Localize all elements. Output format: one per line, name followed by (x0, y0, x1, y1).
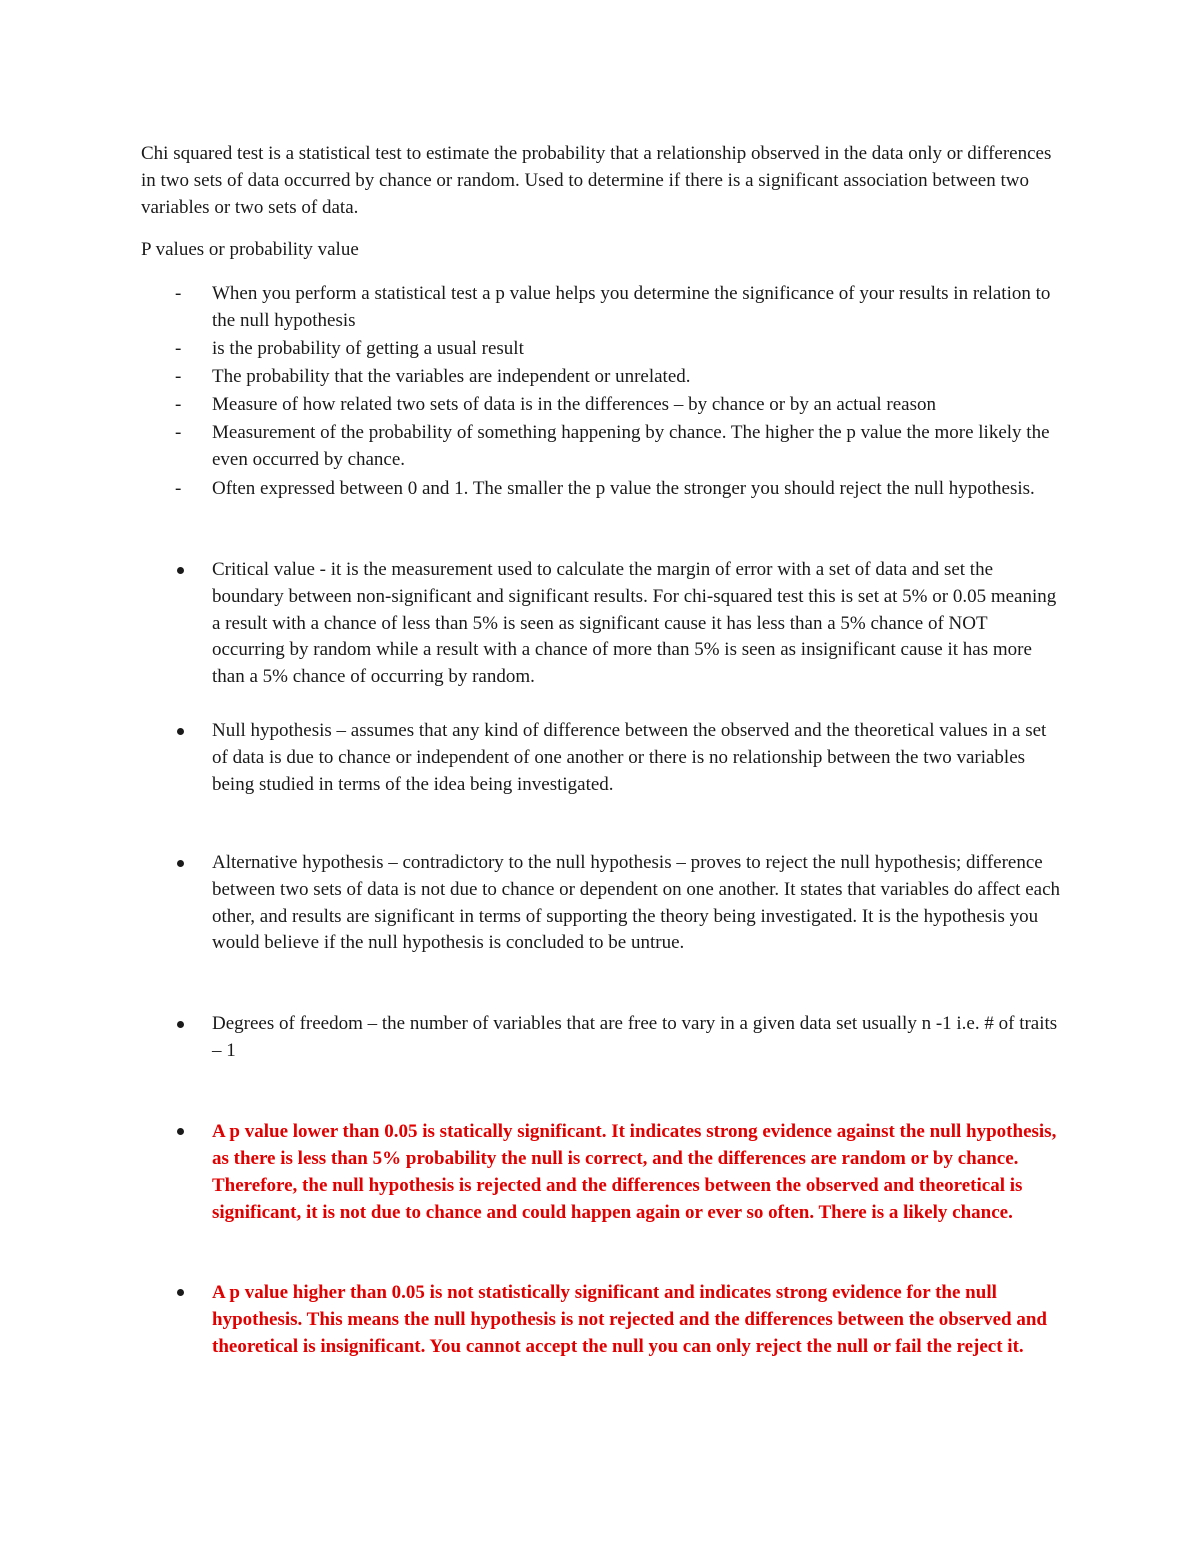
dash-marker: - (175, 338, 182, 359)
bullet-dot (177, 1289, 184, 1296)
dash-marker: - (175, 478, 182, 499)
dash-item: The probability that the variables are independent or unrelated. (212, 366, 691, 387)
p-values-heading: P values or probability value (141, 239, 359, 260)
bullet-item-degrees-of-freedom: Degrees of freedom – the number of variables that are free to vary in a given data set usually n -1 i.e. # of traits – 1 (212, 1013, 1058, 1061)
bullet-dot (177, 567, 184, 574)
dash-item: is the probability of getting a usual result (212, 338, 524, 359)
bullet-item-alternative-hypothesis: Alternative hypothesis – contradictory to the null hypothesis – proves to reject the null hypothesis; difference between two sets of data is not due to chance or dependent on one another. It states that variables do affect each other, and results are significant in terms of supporting the theory being investigated. It is the hypothesis you would believe if the null hypothesis is concluded to be untrue. (212, 852, 1061, 954)
dash-marker: - (175, 422, 182, 443)
dash-item: Often expressed between 0 and 1. The smaller the p value the stronger you should reject the null hypothesis. (212, 478, 1035, 499)
bullet-dot (177, 1021, 184, 1028)
bullet-dot (177, 728, 184, 735)
dash-marker: - (175, 366, 182, 387)
bullet-item-p-lower: A p value lower than 0.05 is statically significant. It indicates strong evidence against the null hypothesis, as there is less than 5% probability the null is correct, and the differences are random or by chance. Therefore, the null hypothesis is rejected and the differences between the observed and theoretical is significant, it is not due to chance and could happen again or ever so often. There is a likely chance. (212, 1121, 1057, 1223)
bullet-item-p-higher: A p value higher than 0.05 is not statistically significant and indicates strong evidence for the null hypothesis. This means the null hypothesis is not rejected and the differences between the observed and theoretical is insignificant. You cannot accept the null you can only reject the null or fail the reject it. (212, 1282, 1047, 1357)
dash-marker: - (175, 394, 182, 415)
bullet-dot (177, 860, 184, 867)
dash-item: When you perform a statistical test a p value helps you determine the significance of your results in relation to the null hypothesis (212, 283, 1051, 331)
bullet-item-null-hypothesis: Null hypothesis – assumes that any kind of difference between the observed and the theoretical values in a set of data is due to chance or independent of one another or there is no relationship between the two variables being studied in terms of the idea being investigated. (212, 720, 1047, 795)
bullet-dot (177, 1128, 184, 1135)
dash-item: Measure of how related two sets of data is in the differences – by chance or by an actual reason (212, 394, 937, 415)
intro-paragraph: Chi squared test is a statistical test to estimate the probability that a relationship observed in the data only or differences in two sets of data occurred by chance or random. Used to determine if there is a significant association between two variables or two sets of data. (141, 143, 1052, 218)
dash-marker: - (175, 283, 182, 304)
dash-item: Measurement of the probability of something happening by chance. The higher the p value the more likely the even occurred by chance. (212, 422, 1050, 470)
bullet-item-critical-value: Critical value - it is the measurement used to calculate the margin of error with a set of data and set the boundary between non-significant and significant results. For chi-squared test this is set at 5% or 0.05 meaning a result with a chance of less than 5% is seen as significant cause it has less than a 5% chance of NOT occurring by random while a result with a chance of more than 5% is seen as insignificant cause it has more than a 5% chance of occurring by random. (212, 559, 1057, 688)
